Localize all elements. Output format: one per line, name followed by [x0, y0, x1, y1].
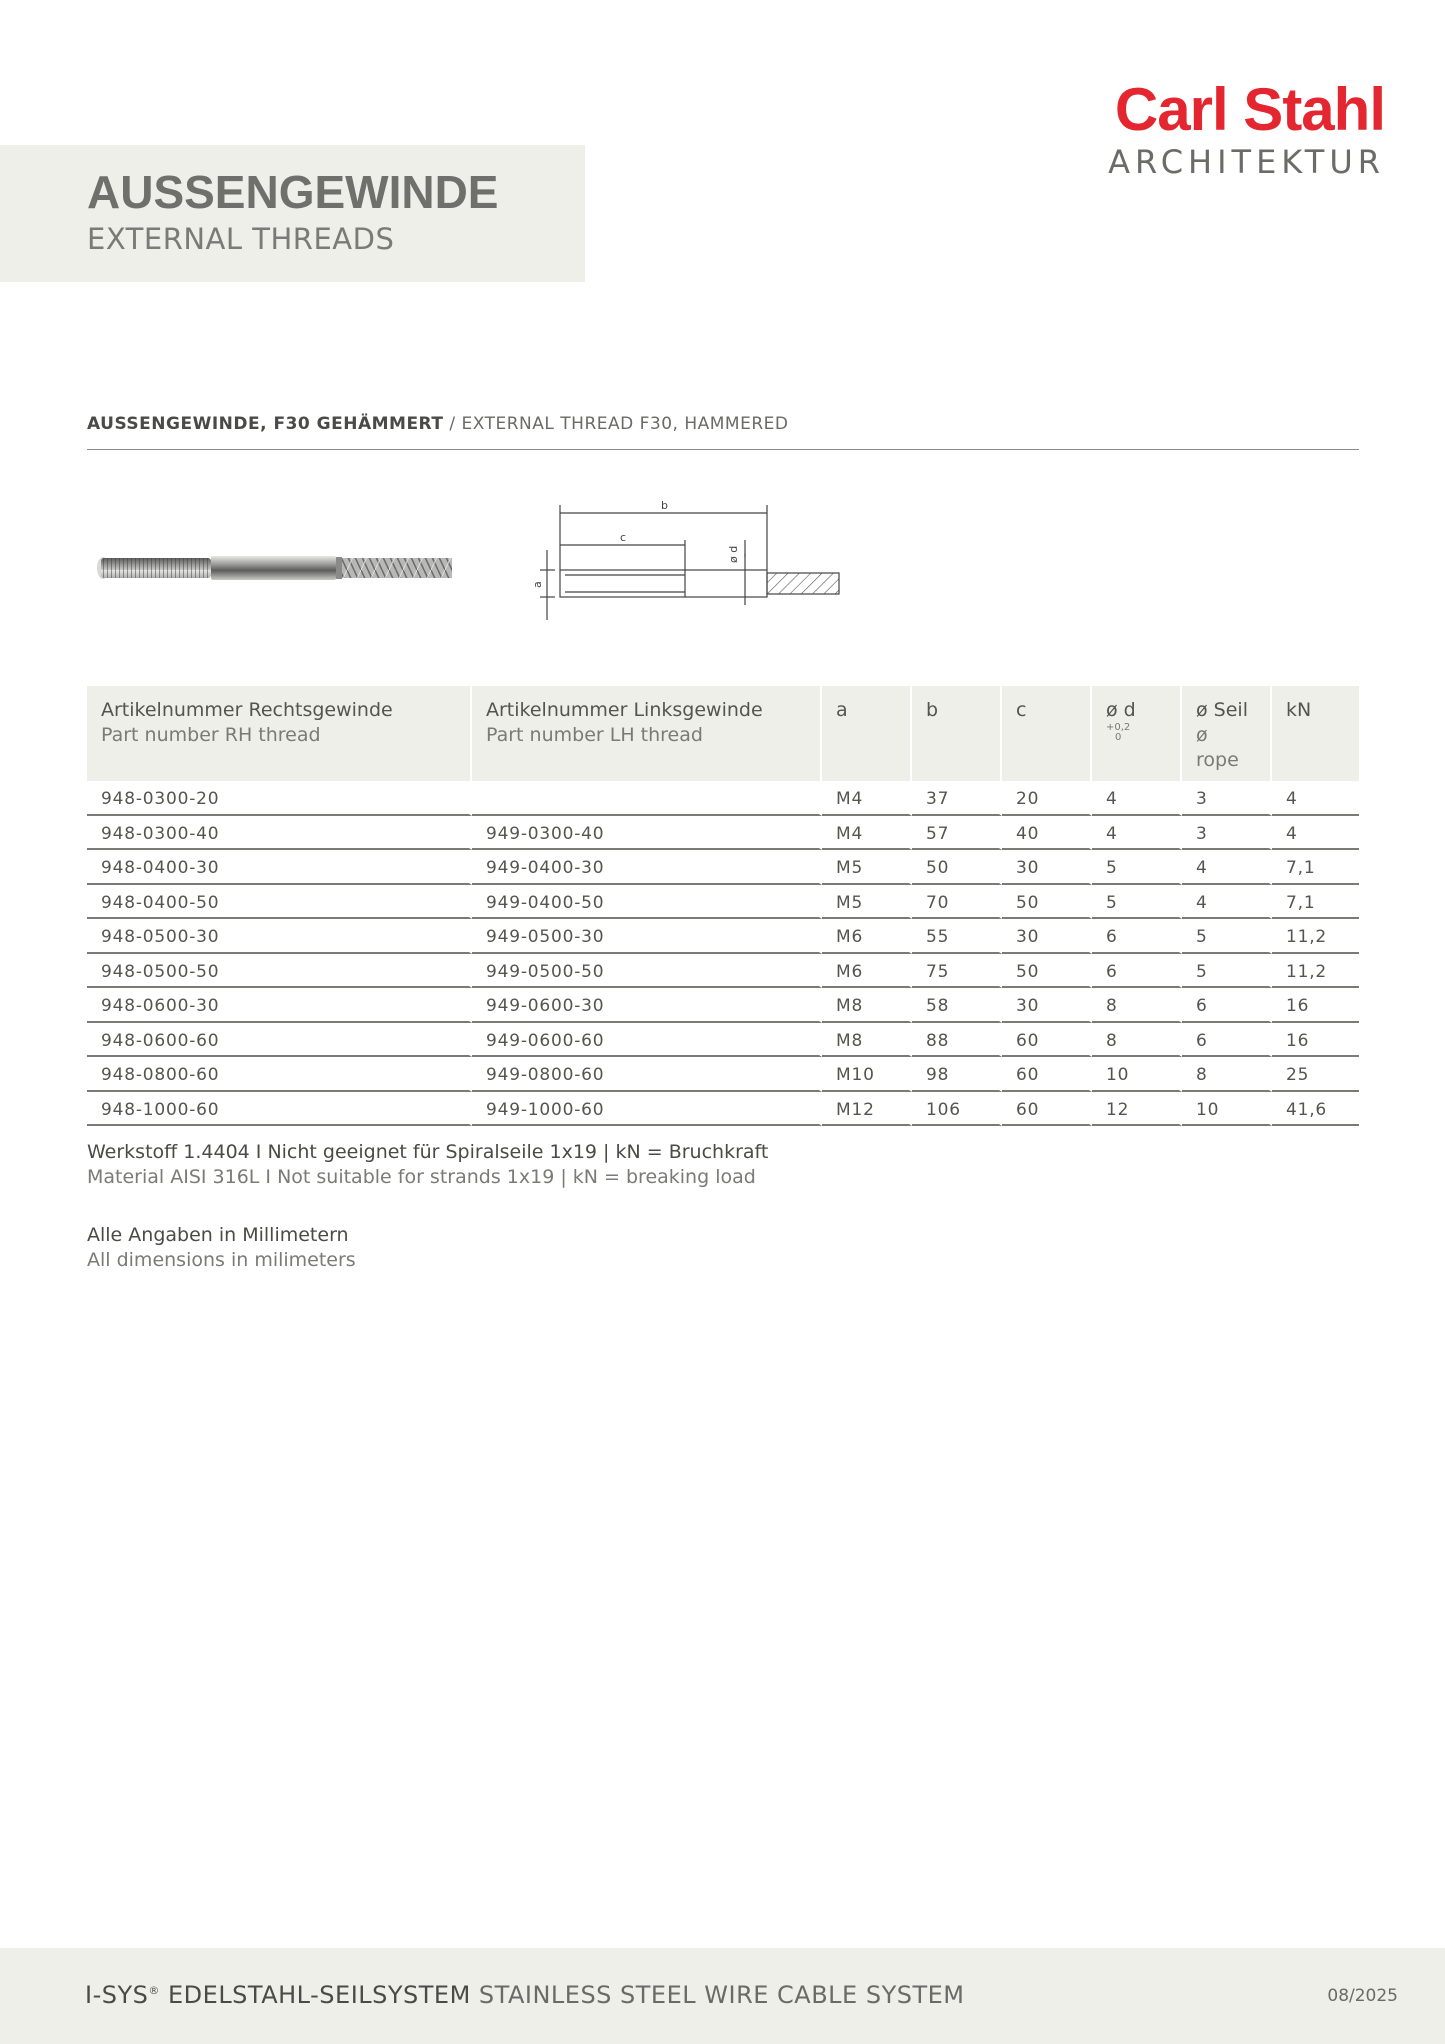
- title-block: [0, 145, 585, 282]
- table-cell: M4: [822, 781, 912, 816]
- table-cell: 50: [912, 850, 1002, 885]
- table-body: [87, 781, 1359, 1126]
- table-cell: 948-0400-50: [87, 885, 472, 920]
- table-cell: 8: [1092, 988, 1182, 1023]
- table-cell: 6: [1092, 954, 1182, 989]
- table-cell: 5: [1182, 954, 1272, 989]
- notes-block: [87, 1140, 768, 1273]
- table-cell: M6: [822, 954, 912, 989]
- table-cell: 98: [912, 1057, 1002, 1092]
- table-row: [87, 1092, 1359, 1127]
- section-heading-en: EXTERNAL THREAD F30, HAMMERED: [461, 414, 789, 434]
- table-cell: 6: [1182, 988, 1272, 1023]
- table-cell: 7,1: [1272, 885, 1359, 920]
- page-footer: [0, 1948, 1445, 2044]
- table-cell: 5: [1092, 885, 1182, 920]
- table-cell: 70: [912, 885, 1002, 920]
- table-cell: 949-0400-50: [472, 885, 822, 920]
- table-cell: 58: [912, 988, 1002, 1023]
- table-cell: 50: [1002, 885, 1092, 920]
- table-row: [87, 885, 1359, 920]
- table-cell: 948-0300-40: [87, 816, 472, 851]
- table-cell: 11,2: [1272, 919, 1359, 954]
- product-photo: [95, 540, 455, 595]
- table-cell: 949-0300-40: [472, 816, 822, 851]
- footer-title: [85, 1981, 965, 2009]
- section-heading-de: AUSSENGEWINDE, F30 GEHÄMMERT: [87, 414, 444, 434]
- table-cell: 88: [912, 1023, 1002, 1058]
- table-row: [87, 781, 1359, 816]
- section-heading-sep: /: [443, 414, 462, 434]
- col-header-rope: [1182, 686, 1272, 781]
- table-cell: 3: [1182, 816, 1272, 851]
- table-cell: 6: [1092, 919, 1182, 954]
- col-header-rh-en: Part number RH thread: [101, 724, 321, 746]
- table-cell: 10: [1182, 1092, 1272, 1127]
- section-heading: [87, 414, 1359, 450]
- table-cell: 949-0500-30: [472, 919, 822, 954]
- table-cell: 37: [912, 781, 1002, 816]
- table-cell: 57: [912, 816, 1002, 851]
- drawing-label-c: c: [620, 531, 627, 544]
- footer-title-en: STAINLESS STEEL WIRE CABLE SYSTEM: [470, 1981, 965, 2009]
- table-cell: 948-1000-60: [87, 1092, 472, 1127]
- col-header-d-tol-top: +0,2: [1106, 722, 1131, 733]
- col-header-a-label: a: [836, 699, 848, 721]
- table-cell: 60: [1002, 1092, 1092, 1127]
- logo-subtitle: ARCHITEKTUR: [1108, 143, 1385, 181]
- table-cell: 5: [1092, 850, 1182, 885]
- table-cell: 6: [1182, 1023, 1272, 1058]
- brand-logo: [1108, 76, 1385, 181]
- col-header-rh: [87, 686, 472, 781]
- table-cell: 55: [912, 919, 1002, 954]
- table-cell: M8: [822, 1023, 912, 1058]
- col-header-rope-en: ø rope: [1196, 724, 1239, 771]
- table-cell: 949-0400-30: [472, 850, 822, 885]
- table-cell: 7,1: [1272, 850, 1359, 885]
- table-cell: 8: [1092, 1023, 1182, 1058]
- page-title: AUSSENGEWINDE: [87, 166, 499, 218]
- table-cell: 949-1000-60: [472, 1092, 822, 1127]
- table-cell: M5: [822, 885, 912, 920]
- table-cell: M8: [822, 988, 912, 1023]
- table-cell: M4: [822, 816, 912, 851]
- table-cell: 948-0800-60: [87, 1057, 472, 1092]
- col-header-c: [1002, 686, 1092, 781]
- col-header-kn: [1272, 686, 1359, 781]
- dimensions-note-de: Alle Angaben in Millimetern: [87, 1224, 349, 1246]
- col-header-b: [912, 686, 1002, 781]
- col-header-rope-de: ø Seil: [1196, 699, 1248, 721]
- table-cell: 11,2: [1272, 954, 1359, 989]
- table-cell: 40: [1002, 816, 1092, 851]
- col-header-d: [1092, 686, 1182, 781]
- table-cell: 949-0500-50: [472, 954, 822, 989]
- table-row: [87, 919, 1359, 954]
- table-cell: [472, 781, 822, 816]
- col-header-lh: [472, 686, 822, 781]
- table-cell: 60: [1002, 1023, 1092, 1058]
- footer-brand: I-SYS: [85, 1981, 149, 2009]
- table-cell: 25: [1272, 1057, 1359, 1092]
- table-cell: 10: [1092, 1057, 1182, 1092]
- table-cell: 948-0600-60: [87, 1023, 472, 1058]
- table-cell: 16: [1272, 988, 1359, 1023]
- table-cell: M6: [822, 919, 912, 954]
- table-cell: M10: [822, 1057, 912, 1092]
- material-note-en: Material AISI 316L I Not suitable for strands 1x19 | kN = breaking load: [87, 1166, 756, 1188]
- col-header-d-tol-bottom: 0: [1114, 732, 1122, 743]
- table-cell: 41,6: [1272, 1092, 1359, 1127]
- drawing-label-d: ø d: [727, 545, 740, 563]
- table-cell: 3: [1182, 781, 1272, 816]
- logo-name: Carl Stahl: [1114, 76, 1385, 143]
- col-header-kn-label: kN: [1286, 699, 1312, 721]
- drawing-label-b: b: [661, 499, 668, 512]
- table-cell: 30: [1002, 988, 1092, 1023]
- table-cell: 12: [1092, 1092, 1182, 1127]
- table-cell: 30: [1002, 850, 1092, 885]
- table-cell: M12: [822, 1092, 912, 1127]
- table-header-row: [87, 686, 1359, 781]
- table-cell: 948-0500-50: [87, 954, 472, 989]
- footer-title-de: EDELSTAHL-SEILSYSTEM: [159, 1981, 471, 2009]
- table-row: [87, 988, 1359, 1023]
- table-cell: 75: [912, 954, 1002, 989]
- table-cell: M5: [822, 850, 912, 885]
- page-subtitle: EXTERNAL THREADS: [87, 222, 395, 256]
- col-header-c-label: c: [1016, 699, 1027, 721]
- table-cell: 4: [1092, 781, 1182, 816]
- table-cell: 106: [912, 1092, 1002, 1127]
- parts-table: [87, 686, 1359, 1126]
- table-cell: 948-0400-30: [87, 850, 472, 885]
- table-cell: 5: [1182, 919, 1272, 954]
- drawing-label-a: a: [531, 581, 544, 588]
- table-cell: 60: [1002, 1057, 1092, 1092]
- table-cell: 4: [1182, 885, 1272, 920]
- col-header-d-label: ø d: [1106, 699, 1136, 721]
- table-row: [87, 1057, 1359, 1092]
- table-row: [87, 1023, 1359, 1058]
- table-cell: 4: [1182, 850, 1272, 885]
- footer-registered-mark: ®: [148, 1984, 160, 1997]
- col-header-rh-de: Artikelnummer Rechtsgewinde: [101, 699, 393, 721]
- col-header-b-label: b: [926, 699, 939, 721]
- dimensions-note-en: All dimensions in milimeters: [87, 1249, 356, 1271]
- table-cell: 948-0500-30: [87, 919, 472, 954]
- table-cell: 949-0600-60: [472, 1023, 822, 1058]
- technical-drawing: [515, 495, 845, 630]
- col-header-lh-en: Part number LH thread: [486, 724, 703, 746]
- table-cell: 50: [1002, 954, 1092, 989]
- table-cell: 948-0300-20: [87, 781, 472, 816]
- col-header-a: [822, 686, 912, 781]
- material-note-de: Werkstoff 1.4404 I Nicht geeignet für Spiralseile 1x19 | kN = Bruchkraft: [87, 1141, 769, 1163]
- table-cell: 4: [1092, 816, 1182, 851]
- table-cell: 948-0600-30: [87, 988, 472, 1023]
- table-cell: 4: [1272, 816, 1359, 851]
- footer-date: 08/2025: [1327, 1986, 1398, 2006]
- table-cell: 4: [1272, 781, 1359, 816]
- table-cell: 8: [1182, 1057, 1272, 1092]
- table-cell: 30: [1002, 919, 1092, 954]
- table-cell: 20: [1002, 781, 1092, 816]
- table-row: [87, 816, 1359, 851]
- col-header-lh-de: Artikelnummer Linksgewinde: [486, 699, 763, 721]
- table-cell: 16: [1272, 1023, 1359, 1058]
- table-cell: 949-0600-30: [472, 988, 822, 1023]
- table-row: [87, 954, 1359, 989]
- table-cell: 949-0800-60: [472, 1057, 822, 1092]
- table-row: [87, 850, 1359, 885]
